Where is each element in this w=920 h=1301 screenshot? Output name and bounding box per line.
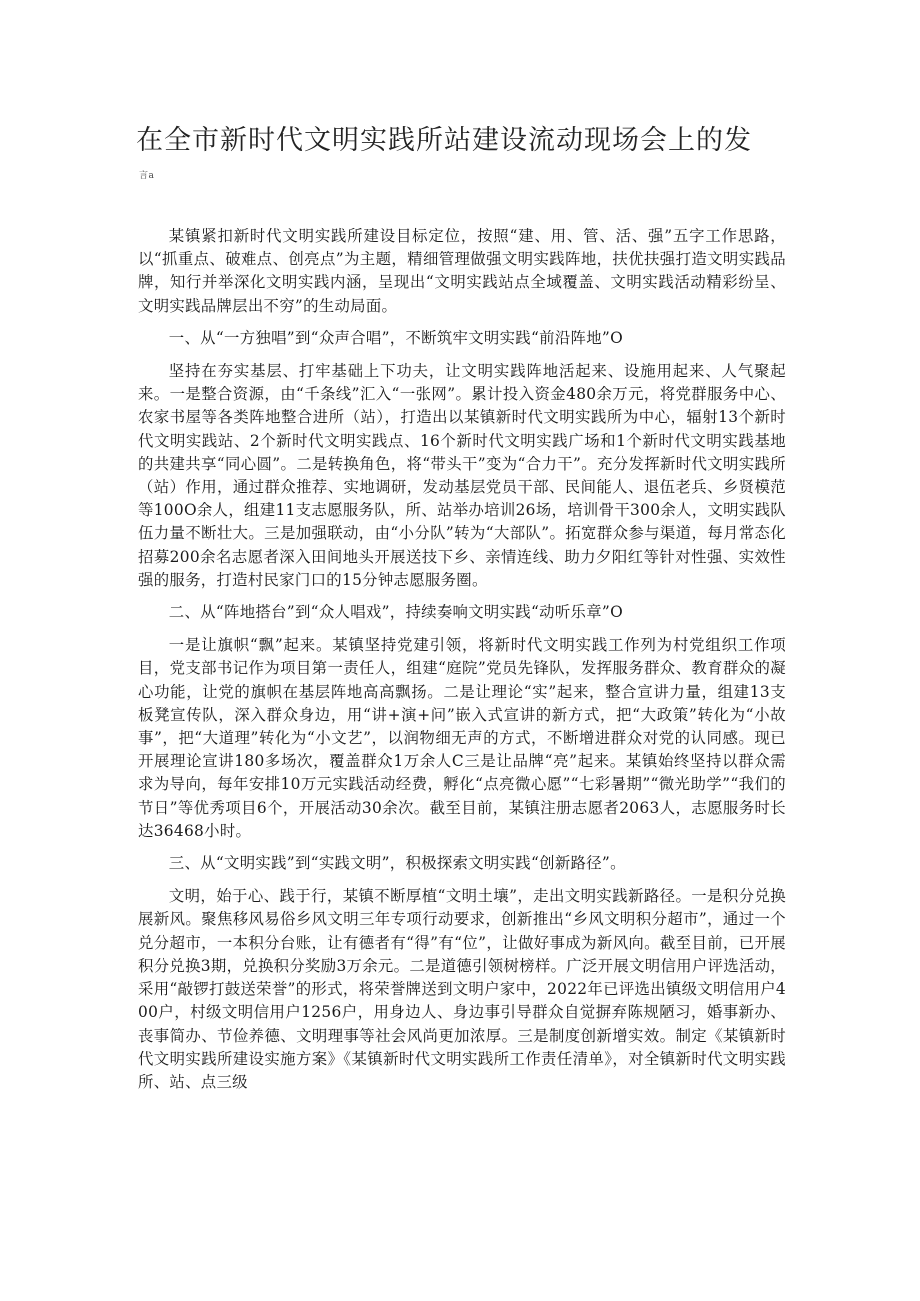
paragraph-section-2: 一是让旗帜“飘”起来。某镇坚持党建引领，将新时代文明实践工作列为村党组织工作项目，党支部书记作为项目第一责任人，组建“庭院”党员先锋队，发挥服务群众、教育群众的凝心功能，让党的旗帜在基层阵地高高飘扬。二是让理论“实”起来，整合宣讲力量，组建13支板凳宣传队，深入群众身边，用“讲+演+问”嵌入式宣讲的新方式，把“大政策”转化为“小故事”，把“大道理”转化为“小文艺”，以润物细无声的方式，不断增进群众对党的认同感。现已开展理论宣讲180多场次，覆盖群众1万余人C三是让品牌“亮”起来。某镇始终坚持以群众需求为导向，每年安排10万元实践活动经费，孵化“点亮微心愿”“七彩暑期”“微光助学”“我们的节日”等优秀项目6个，开展活动30余次。截至目前，某镇注册志愿者2063人，志愿服务时长达36468小时。 xyxy=(138,636,786,840)
paragraph-section-1: 坚持在夯实基层、打牢基础上下功夫，让文明实践阵地活起来、设施用起来、人气聚起来。一是整合资源，由“千条线”汇入“一张网”。累计投入资金480余万元，将党群服务中心、农家书屋等各类阵地整合进所（站），打造出以某镇新时代文明实践所为中心，辐射13个新时代文明实践站、2个新时代文明实践点、16个新时代文明实践广场和1个新时代文明实践基地的共建共享“同心圆”。二是转换角色，将“带头干”变为“合力干”。充分发挥新时代文明实践所（站）作用，通过群众推荐、实地调研，发动基层党员干部、民间能人、退伍老兵、乡贤模范等100O余人，组建11支志愿服务队，所、站举办培训26场，培训骨干300余人，文明实践队伍力量不断壮大。三是加强联动，由“小分队”转为“大部队”。拓宽群众参与渠道，每月常态化招募200余名志愿者深入田间地头开展送技下乡、亲情连线、助力夕阳红等针对性强、实效性强的服务，打造村民家门口的15分钟志愿服务圈。 xyxy=(138,362,786,589)
document-title: 在全市新时代文明实践所站建设流动现场会上的发 xyxy=(136,125,752,156)
section-heading-1: 一、从“一方独唱”到“众声合唱”，不断筑牢文明实践“前沿阵地”O xyxy=(168,328,623,347)
section-heading-3: 三、从“文明实践”到“实践文明”，积极探索文明实践“创新路径”。 xyxy=(168,854,626,873)
paragraph-intro: 某镇紧扣新时代文明实践所建设目标定位，按照“建、用、管、活、强”五字工作思路，以“抓重点、破难点、创亮点”为主题，精细管理做强文明实践阵地，扶优扶强打造文明实践品牌，知行并举深化文明实践内涵，呈现出“文明实践站点全域覆盖、文明实践活动精彩纷呈、文明实践品牌层出不穷”的生动局面。 xyxy=(138,227,786,315)
document-title-continuation: 言a xyxy=(139,171,155,181)
section-heading-2: 二、从“阵地搭台”到“众人唱戏”，持续奏响文明实践“动听乐章”O xyxy=(168,603,623,622)
document-body xyxy=(138,225,786,1103)
paragraph-section-3: 文明，始于心、践于行，某镇不断厚植“文明土壤”，走出文明实践新路径。一是积分兑换展新风。聚焦移风易俗乡风文明三年专项行动要求，创新推出“乡风文明积分超市”，通过一个兑分超市，一本积分台账，让有德者有“得”有“位”，让做好事成为新风向。截至目前，已开展积分兑换3期，兑换积分奖励3万余元。二是道德引领树榜样。广泛开展文明信用户评选活动，采用“敲锣打鼓送荣誉”的形式，将荣誉牌送到文明户家中，2022年已评选出镇级文明信用户400户，村级文明信用户1256户，用身边人、身边事引导群众自觉摒弃陈规陋习，婚事新办、丧事简办、节俭养德、文明理事等社会风尚更加浓厚。三是制度创新增实效。制定《某镇新时代文明实践所建设实施方案》《某镇新时代文明实践所工作责任清单》，对全镇新时代文明实践所、站、点三级 xyxy=(138,887,786,1091)
